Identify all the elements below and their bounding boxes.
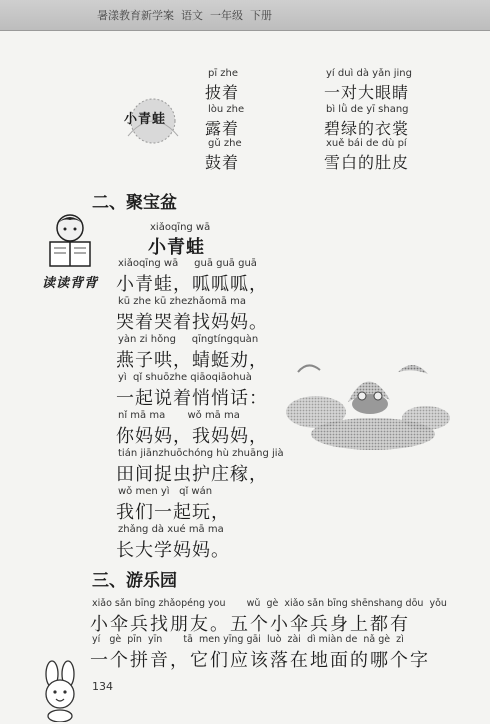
poem-line-2: 哭着哭着找妈妈。 [116,312,268,333]
header-text: 暑漾教育新学案 语文 一年级 下册 [97,9,272,22]
phrase-1-right-pinyin: yí duì dà yǎn jing [326,68,412,79]
phrase-2-left-hanzi: 露着 [205,119,240,138]
phrase-3-left-pinyin: gǔ zhe [208,138,242,149]
poem-line-4-pinyin: yì qǐ shuōzhe qiāoqiāohuà [118,372,252,383]
phrase-1-right-hanzi: 一对大眼睛 [324,83,410,102]
phrase-1-left-pinyin: pī zhe [208,68,239,79]
exercise-line-2: 一个拼音，它们应该落在地面的哪个字 [90,650,430,671]
poem-line-6: 田间捉虫护庄稼， [116,464,268,485]
poem-line-4: 一起说着悄悄话： [116,388,268,409]
phrase-2-right-hanzi: 碧绿的衣裳 [324,119,410,138]
read-recite-label: 读读背背 [42,276,99,291]
poem-title-pinyin: xiǎoqīng wā [150,222,211,233]
poem-line-6-pinyin: tián jiānzhuōchóng hù zhuāng jià [118,448,284,459]
phrase-1-left-hanzi: 披着 [205,83,240,102]
poem-line-3-pinyin: yàn zi hǒng qīngtíngquàn [118,334,259,345]
section-3-heading: 三、游乐园 [92,571,177,591]
poem-line-5: 你妈妈，我妈妈， [116,426,268,447]
poem-title: 小青蛙 [148,237,205,258]
rabbit-icon [30,660,92,722]
reading-boy-icon [40,210,100,272]
pond-illustration [278,352,458,462]
poem-line-7-pinyin: wǒ men yì qǐ wán [118,486,213,497]
page-number: 134 [92,680,113,693]
poem-line-3: 燕子哄，蜻蜓劝， [116,350,268,371]
poem-line-1-pinyin: xiǎoqīng wā guā guā guā [118,258,257,269]
exercise-line-1: 小伞兵找朋友。五个小伞兵身上都有 [90,614,410,635]
poem-line-1: 小青蛙，呱呱呱， [116,274,268,295]
page-header [0,0,490,31]
frog-badge-label: 小青蛙 [124,112,167,127]
poem-line-8-pinyin: zhǎng dà xué mā ma [118,524,224,535]
poem-line-8: 长大学妈妈。 [116,540,230,561]
poem-line-5-pinyin: nǐ mā ma wǒ mā ma [118,410,240,421]
poem-line-2-pinyin: kū zhe kū zhezhǎomā ma [118,296,247,307]
phrase-2-right-pinyin: bì lǜ de yī shang [326,104,409,115]
exercise-line-1-pinyin: xiǎo sǎn bīng zhǎopéng you wǔ gè xiǎo sǎn bīng shēnshang dōu yǒu [92,598,447,609]
phrase-3-left-hanzi: 鼓着 [205,153,240,172]
phrase-3-right-hanzi: 雪白的肚皮 [324,153,410,172]
poem-line-7: 我们一起玩， [116,502,230,523]
section-2-heading: 二、聚宝盆 [92,193,177,213]
exercise-line-2-pinyin: yí gè pīn yīn tā men yīng gāi luò zài dì miàn de nǎ gè zì [92,634,404,645]
phrase-2-left-pinyin: lòu zhe [208,104,245,115]
phrase-3-right-pinyin: xuě bái de dù pí [326,138,407,149]
